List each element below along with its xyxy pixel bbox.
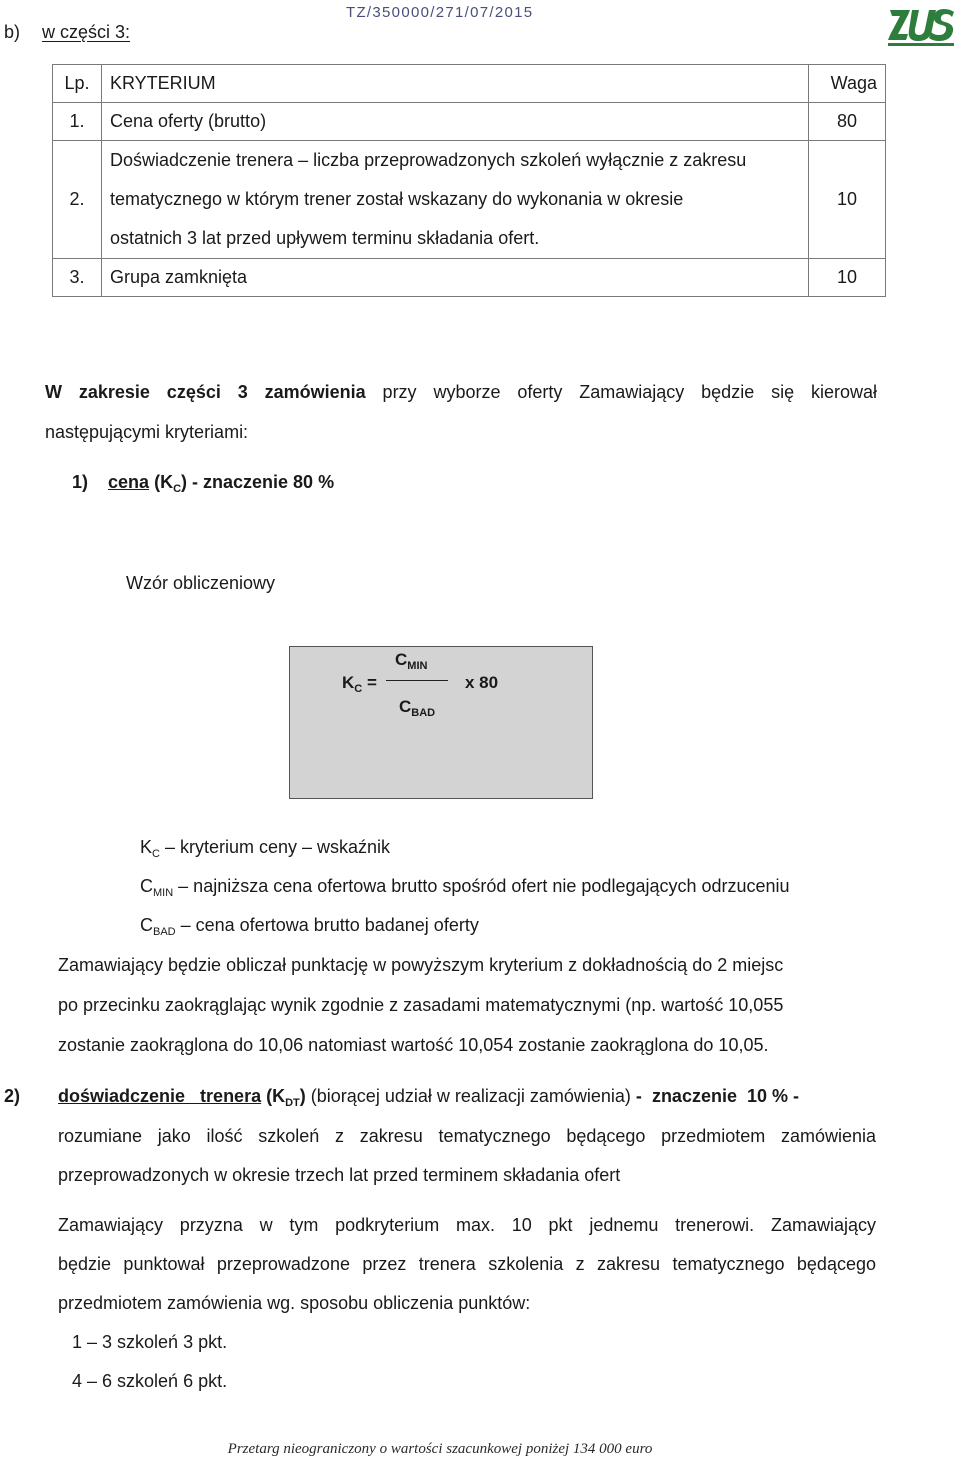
def-text: – cena ofertowa brutto badanej oferty <box>175 915 479 935</box>
scoring-line: Zamawiający przyzna w tym podkryterium max. 10 pkt jednemu trenerowi. Zamawiający <box>58 1215 876 1235</box>
header-weight: Waga <box>809 65 886 103</box>
def-text: – kryterium ceny – wskaźnik <box>159 837 391 857</box>
row-criterion <box>102 141 809 259</box>
criterion-2-heading <box>4 1086 876 1107</box>
intro-line-1 <box>45 382 877 403</box>
def-sub: MIN <box>153 887 174 899</box>
formula-box <box>289 646 593 799</box>
section-title: w części 3: <box>42 22 131 42</box>
criterion-1-symbol: K <box>160 472 174 492</box>
zus-logo <box>886 4 956 48</box>
row-criterion: Grupa zamknięta <box>102 259 809 297</box>
criterion-2-number: 2) <box>4 1086 21 1106</box>
criterion-1-heading: 1) cena $(K_C)$ - znaczenie 80 % <box>72 472 335 495</box>
equals-sign: = <box>362 673 377 692</box>
formula-denominator <box>399 697 435 717</box>
document-id: TZ/350000/271/07/2015 <box>346 4 534 21</box>
criterion-2-line-2: rozumiane jako ilość szkoleń z zakresu tematycznego będącego przedmiotem zamówienia <box>58 1126 876 1146</box>
intro-bold: W zakresie części 3 zamówienia <box>45 382 366 402</box>
zus-logo-icon <box>886 4 956 48</box>
criterion-2-name: doświadczenie trenera <box>58 1086 262 1106</box>
header-lp: Lp. <box>53 65 102 103</box>
intro-line-2: następującymi kryteriami: <box>45 422 249 442</box>
def-symbol: C <box>140 915 153 935</box>
page-footer: Przetarg nieograniczony o wartości szacunkowej poniżej 134 000 euro <box>227 1441 653 1457</box>
section-letter: b) <box>4 22 21 42</box>
formula-label: Wzór obliczeniowy <box>126 573 276 593</box>
definition-cbad <box>140 915 479 936</box>
row-criterion: Cena oferty (brutto) <box>102 103 809 141</box>
criterion-2-mid: (biorącej udział w realizacji zamówienia) <box>305 1086 636 1106</box>
criterion-2-symbol-sub: DT <box>285 1097 300 1109</box>
criterion-1-name: cena <box>108 472 150 492</box>
table-row <box>53 259 886 297</box>
criterion-2-weight-label: znaczenie <box>651 1086 737 1106</box>
criterion-2-dash: - <box>635 1086 642 1106</box>
table-row <box>53 103 886 141</box>
criterion-1-weight: - znaczenie 80 % <box>187 472 335 492</box>
row-lp: 2. <box>53 141 102 259</box>
def-sub: C <box>152 848 160 860</box>
scoring-line: będzie punktował przeprowadzone przez trenera szkolenia z zakresu tematycznego będącego <box>58 1254 876 1274</box>
row-weight: 80 <box>809 103 886 141</box>
denominator-symbol: C <box>399 697 412 716</box>
criterion-1-symbol-sub: C <box>173 483 182 495</box>
scoring-range: 4 – 6 szkoleń 6 pkt. <box>72 1371 228 1391</box>
kc-sub: C <box>354 683 363 695</box>
numerator-symbol: C <box>395 650 408 669</box>
table-header-row <box>53 65 886 103</box>
criterion-2-symbol: (K <box>266 1086 286 1106</box>
denominator-sub: BAD <box>411 707 436 719</box>
criterion-2-line-3: przeprowadzonych w okresie trzech lat przed terminem składania ofert <box>58 1165 621 1185</box>
def-sub: BAD <box>153 926 176 938</box>
rounding-line: Zamawiający będzie obliczał punktację w powyższym kryterium z dokładnością do 2 miejsc <box>58 955 784 975</box>
kc-symbol: K <box>342 673 355 692</box>
section-label <box>4 22 130 43</box>
row-lp: 3. <box>53 259 102 297</box>
criterion-line: ostatnich 3 lat przed upływem terminu składania ofert. <box>110 228 540 248</box>
rounding-line: po przecinku zaokrąglając wynik zgodnie z zasadami matematycznymi (np. wartość 10,055 <box>58 995 784 1015</box>
row-weight: 10 <box>809 259 886 297</box>
scoring-range: 1 – 3 szkoleń 3 pkt. <box>72 1332 228 1352</box>
formula-kc <box>342 673 377 693</box>
table-row <box>53 141 886 259</box>
criterion-2-symbol-close: ) <box>299 1086 306 1106</box>
def-text: – najniższa cena ofertowa brutto spośród ofert nie podlegających odrzuceniu <box>173 876 790 896</box>
numerator-sub: MIN <box>407 660 428 672</box>
rounding-line: zostanie zaokrąglona do 10,06 natomiast wartość 10,054 zostanie zaokrąglona do 10,05. <box>58 1035 769 1055</box>
header-criterion: KRYTERIUM <box>102 65 809 103</box>
def-symbol: K <box>140 837 153 857</box>
formula-numerator <box>395 650 427 670</box>
def-symbol: C <box>140 876 153 896</box>
fraction-line <box>386 680 448 681</box>
criterion-1-number: 1) <box>72 472 89 492</box>
definition-kc <box>140 837 390 858</box>
row-weight: 10 <box>809 141 886 259</box>
formula-multiplier: x 80 <box>465 673 499 692</box>
criterion-line: tematycznego w którym trener został wskazany do wykonania w okresie <box>110 189 684 209</box>
criterion-line: Doświadczenie trenera – liczba przeprowadzonych szkoleń wyłącznie z zakresu <box>110 150 747 170</box>
criterion-2-weight-value: 10 % - <box>747 1086 800 1106</box>
scoring-line: przedmiotem zamówienia wg. sposobu obliczenia punktów: <box>58 1293 531 1313</box>
row-lp: 1. <box>53 103 102 141</box>
intro-rest: przy wyborze oferty Zamawiający będzie się kierował <box>365 382 877 402</box>
criteria-table <box>52 64 886 297</box>
definition-cmin <box>140 876 790 897</box>
